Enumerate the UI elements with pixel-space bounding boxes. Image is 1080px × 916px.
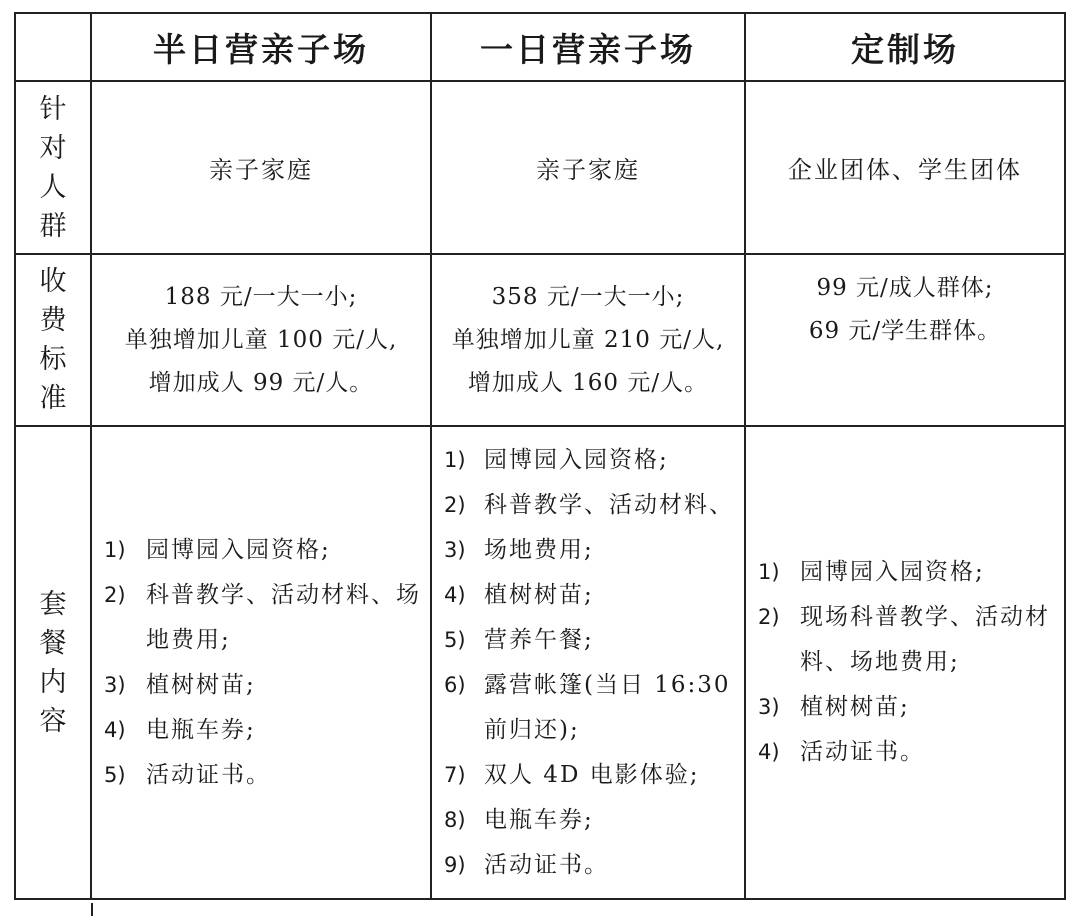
list-item-number: 1)	[758, 560, 780, 584]
list-item-text: 活动证书。	[484, 851, 609, 878]
list-item-text: 植树树苗;	[484, 581, 594, 608]
list-item-number: 1)	[444, 447, 466, 472]
price-line: 增加成人 160 元/人。	[467, 369, 709, 396]
list-item	[444, 483, 738, 528]
package-comparison-table	[14, 12, 1066, 900]
list-item-text: 园博园入园资格;	[484, 446, 669, 473]
list-item-number: 3)	[444, 537, 466, 562]
price-half-day	[91, 254, 431, 426]
content-half-day	[91, 426, 431, 899]
price-label: 收费标准	[39, 266, 67, 414]
content-label: 套餐内容	[39, 588, 67, 737]
list-item	[758, 595, 1058, 685]
list-item-number: 2)	[758, 605, 780, 629]
list-item-text: 电瓶车券;	[484, 806, 594, 833]
header-full-day-text: 一日营亲子场	[480, 29, 696, 69]
list-item-number: 4)	[104, 717, 126, 742]
price-line: 增加成人 99 元/人。	[148, 369, 374, 396]
header-row	[15, 13, 1065, 81]
content-full-day	[431, 426, 745, 899]
header-half-day-text: 半日营亲子场	[153, 29, 369, 69]
header-custom-text: 定制场	[851, 29, 959, 69]
list-item	[444, 843, 738, 888]
list-item-number: 2)	[444, 492, 466, 517]
list-item	[444, 798, 738, 843]
list-item-text: 科普教学、活动材料、	[484, 491, 734, 518]
list-item-number: 3)	[758, 695, 780, 719]
list-item-text: 电瓶车券;	[146, 716, 256, 743]
price-custom	[745, 254, 1065, 426]
list-item-text: 场地费用;	[484, 536, 594, 563]
content-list-custom	[746, 550, 1064, 775]
list-item-text: 露营帐篷(当日 16:30 前归还);	[484, 671, 731, 743]
header-cell-half-day	[91, 13, 431, 81]
target-label-cell	[15, 81, 91, 254]
list-item	[104, 753, 424, 798]
list-item-text: 活动证书。	[146, 761, 271, 788]
price-row	[15, 254, 1065, 426]
header-cell-full-day	[431, 13, 745, 81]
target-full-day: 亲子家庭	[431, 81, 745, 254]
price-line: 188 元/一大一小;	[164, 283, 358, 310]
price-line: 358 元/一大一小;	[491, 283, 685, 310]
list-item	[444, 753, 738, 798]
list-item-text: 园博园入园资格;	[800, 559, 985, 585]
list-item	[104, 528, 424, 573]
list-item	[444, 663, 738, 753]
list-item-text: 双人 4D 电影体验;	[484, 761, 700, 788]
price-label-cell	[15, 254, 91, 426]
list-item-text: 植树树苗;	[800, 694, 910, 720]
list-item-number: 8)	[444, 807, 466, 832]
list-item	[444, 438, 738, 483]
list-item-number: 1)	[104, 537, 126, 562]
list-item-number: 2)	[104, 582, 126, 607]
list-item-text: 现场科普教学、活动材料、场地费用;	[800, 604, 1050, 675]
list-item-text: 营养午餐;	[484, 626, 594, 653]
target-row	[15, 81, 1065, 254]
list-item-number: 4)	[444, 582, 466, 607]
content-label-cell	[15, 426, 91, 899]
list-item-number: 7)	[444, 762, 466, 787]
list-item-text: 园博园入园资格;	[146, 536, 331, 563]
list-item	[444, 573, 738, 618]
target-custom: 企业团体、学生团体	[745, 81, 1065, 254]
price-full-day	[431, 254, 745, 426]
list-item-number: 4)	[758, 740, 780, 764]
text-cursor-mark	[91, 903, 93, 916]
list-item-number: 9)	[444, 852, 466, 877]
list-item	[444, 528, 738, 573]
target-label: 针对人群	[39, 93, 67, 242]
list-item-number: 6)	[444, 672, 466, 697]
list-item-number: 5)	[444, 627, 466, 652]
content-list-full-day	[432, 438, 744, 888]
price-line: 99 元/成人群体;	[816, 275, 994, 301]
content-custom	[745, 426, 1065, 899]
list-item-text: 活动证书。	[800, 739, 925, 765]
list-item-number: 3)	[104, 672, 126, 697]
price-line: 69 元/学生群体。	[808, 318, 1002, 344]
content-list-half-day	[92, 528, 430, 798]
list-item	[758, 550, 1058, 595]
list-item	[758, 730, 1058, 775]
list-item-text: 植树树苗;	[146, 671, 256, 698]
list-item	[444, 618, 738, 663]
target-half-day: 亲子家庭	[91, 81, 431, 254]
list-item	[758, 685, 1058, 730]
list-item	[104, 663, 424, 708]
price-line: 单独增加儿童 100 元/人,	[124, 326, 398, 353]
header-corner-cell	[15, 13, 91, 81]
header-cell-custom	[745, 13, 1065, 81]
content-row	[15, 426, 1065, 899]
price-line: 单独增加儿童 210 元/人,	[451, 326, 725, 353]
list-item-number: 5)	[104, 762, 126, 787]
list-item	[104, 708, 424, 753]
list-item-text: 科普教学、活动材料、场地费用;	[146, 581, 421, 653]
list-item	[104, 573, 424, 663]
